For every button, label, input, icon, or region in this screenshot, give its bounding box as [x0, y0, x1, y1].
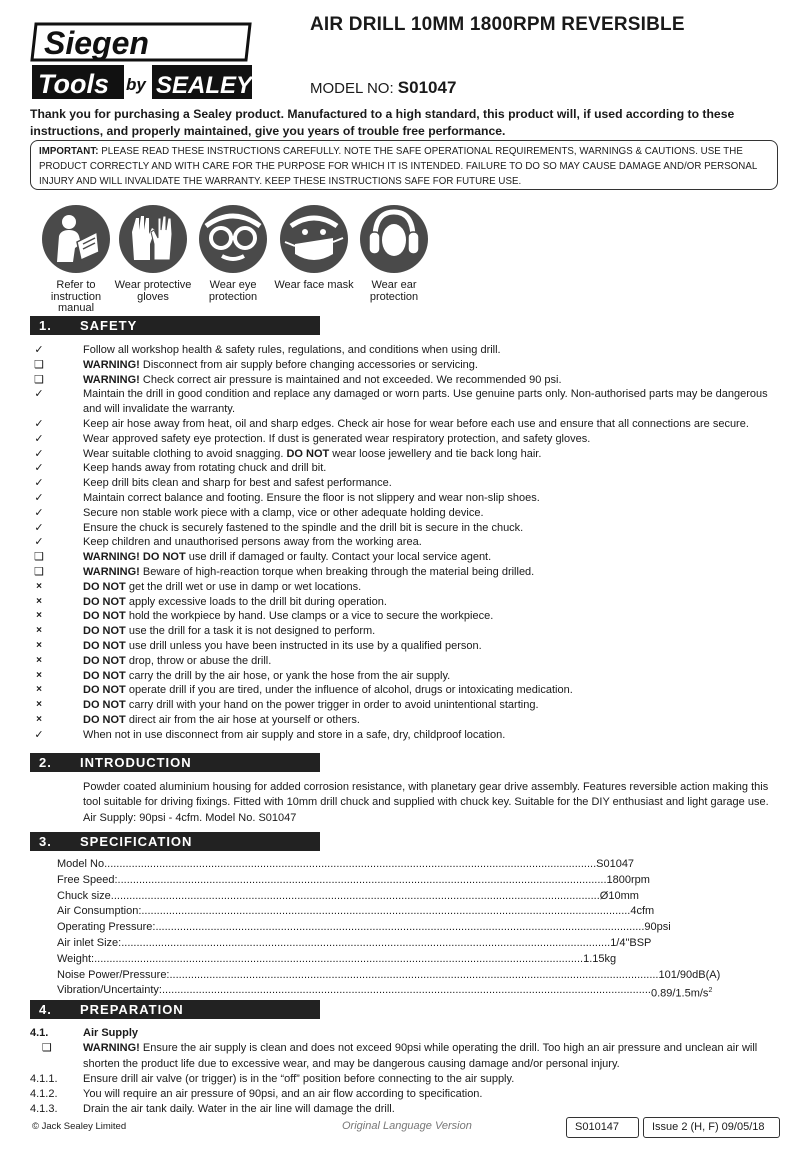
- section-title: SAFETY: [80, 318, 138, 333]
- spec-value: 1800rpm: [606, 873, 650, 886]
- safety-item-bold: WARNING!: [83, 565, 140, 578]
- goggles-icon: [198, 204, 268, 274]
- safety-item-text: drop, throw or abuse the drill.: [125, 654, 272, 667]
- warning-text: Ensure the air supply is clean and does not exceed 90psi while operating the drill. Too high an air pressure and unclean air will shorten the product life due to excessive wear, and may be dangerous causing damage and/or personal injury.: [83, 1042, 758, 1070]
- check-icon: ✓: [34, 432, 44, 445]
- step-text: Ensure drill air valve (or trigger) is in the “off” position before connecting to the air supply.: [83, 1072, 515, 1085]
- safety-item: [30, 476, 782, 491]
- safety-item: [30, 461, 782, 476]
- checkbox-icon: ❑: [34, 358, 44, 371]
- safety-list: [30, 343, 782, 743]
- safety-item: [30, 432, 782, 447]
- safety-item-text: carry drill with your hand on the power trigger in order to avoid unintentional starting.: [125, 699, 539, 712]
- important-notice-box: [30, 140, 778, 190]
- spec-leader-dots: ................................................................................................................................................................: [107, 858, 597, 870]
- spec-leader-dots: ................................................................................................................................................................: [110, 889, 600, 902]
- safety-item-text: Ensure the chuck is securely fastened to the spindle and the drill bit is secure in the chuck.: [83, 521, 524, 534]
- safety-item-text: Wear approved safety eye protection. If dust is generated wear respiratory protection, and safety gloves.: [83, 432, 591, 445]
- icon-label: Refer to instruction manual: [50, 279, 102, 314]
- spec-label: Free Speed:: [57, 873, 118, 886]
- ear-defenders-icon: [359, 204, 429, 274]
- safety-item: [30, 343, 782, 358]
- safety-item-text: Disconnect from air supply before changing accessories or servicing.: [139, 358, 478, 371]
- checkbox-icon: ❑: [34, 373, 44, 386]
- cross-icon: ×: [36, 699, 42, 711]
- section-number: 2.: [39, 755, 52, 770]
- spec-value: $0.89/1.5m/s^2$: [650, 987, 713, 1001]
- safety-item-text: hold the workpiece by hand. Use clamps or a vice to secure the workpiece.: [125, 610, 494, 623]
- spec-value: 90psi: [644, 921, 671, 934]
- spec-value: 4cfm: [630, 905, 655, 918]
- cross-icon: ×: [36, 684, 42, 696]
- spec-value: 1.15kg: [583, 952, 617, 965]
- spec-label: Noise Power/Pressure:: [57, 968, 170, 981]
- spec-value: Ø10mm: [599, 889, 639, 902]
- spec-label: Air inlet Size:: [57, 936, 122, 949]
- face-mask-icon: [279, 204, 349, 274]
- check-icon: ✓: [34, 388, 44, 401]
- safety-item: [30, 728, 782, 743]
- safety-item: [30, 654, 782, 669]
- preparation-step: [30, 1087, 782, 1102]
- safety-item-text: carry the drill by the air hose, or yank the hose from the air supply.: [125, 669, 451, 682]
- safety-item-text: use the drill for a task it is not designed to perform.: [125, 625, 376, 638]
- safety-item: [30, 387, 782, 417]
- section-number: 3.: [39, 834, 52, 849]
- safety-item-text: use drill unless you have been instructed in its use by a qualified person.: [125, 639, 482, 652]
- copyright: © Jack Sealey Limited: [32, 1121, 127, 1132]
- safety-item-bold: DO NOT: [83, 654, 126, 667]
- document-number-box: S010147: [566, 1117, 639, 1138]
- safety-item-text: Keep hands away from rotating chuck and drill bit.: [83, 462, 327, 475]
- spec-label: Operating Pressure:: [57, 921, 156, 934]
- spec-row: [57, 873, 650, 889]
- spec-label: Air Consumption:: [57, 905, 142, 918]
- spec-leader-dots: ................................................................................................................................................................: [117, 873, 607, 886]
- spec-row: [57, 920, 671, 936]
- section-header-safety: [30, 316, 320, 335]
- spec-row: [57, 889, 639, 905]
- check-icon: ✓: [34, 462, 44, 475]
- safety-item: [30, 624, 782, 639]
- check-icon: ✓: [34, 344, 44, 356]
- safety-item: [30, 550, 782, 565]
- icon-face-mask: [272, 204, 356, 292]
- safety-icons-row: [34, 204, 434, 316]
- logo-tools-text: Tools: [38, 69, 109, 99]
- manual-icon: [41, 204, 111, 274]
- safety-item-text: Maintain the drill in good condition and replace any damaged or worn parts. Use genuine parts only. Non-authorised parts may be dangerous and will invalidate the warranty.: [83, 388, 768, 416]
- safety-item-bold: DO NOT: [83, 595, 126, 608]
- safety-item-bold: DO NOT: [83, 625, 126, 638]
- logo-siegen-text: Siegen: [44, 25, 149, 61]
- safety-item-bold: WARNING!: [83, 373, 140, 386]
- spec-label: Chuck size: [57, 889, 111, 902]
- thanks-paragraph: Thank you for purchasing a Sealey product. Manufactured to a high standard, this product will, if used according to these instructions, and properly maintained, give you years of trouble free performance.: [30, 107, 735, 138]
- spec-value: 101/90dB(A): [658, 968, 721, 981]
- safety-item-text: get the drill wet or use in damp or wet locations.: [125, 580, 362, 593]
- safety-item-bold: WARNING!: [83, 358, 140, 371]
- safety-item: [30, 683, 782, 698]
- safety-item-bold: DO NOT: [83, 713, 126, 726]
- icon-label: Wear ear protection: [369, 279, 419, 303]
- checkbox-icon: ❑: [34, 551, 44, 564]
- safety-item: [30, 639, 782, 654]
- safety-item-text: direct air from the air hose at yourself or others.: [125, 713, 360, 726]
- safety-item-bold: DO NOT: [83, 669, 126, 682]
- warning-label: WARNING!: [83, 1042, 140, 1055]
- safety-item-text: Secure non stable work piece with a clamp, vice or other adequate holding device.: [83, 506, 484, 519]
- icon-label: Wear eye protection: [208, 279, 258, 303]
- check-icon: ✓: [34, 506, 44, 519]
- safety-item-text: wear loose jewellery and tie back long hair.: [329, 447, 542, 460]
- cross-icon: ×: [36, 654, 42, 666]
- checkbox-icon: ❑: [34, 565, 44, 578]
- preparation-content: [30, 1026, 782, 1118]
- spec-label: Weight:: [57, 952, 95, 965]
- spec-row: [57, 936, 652, 952]
- safety-item-text: operate drill if you are tired, under the influence of alcohol, drugs or intoxicating medication.: [125, 684, 573, 697]
- spec-row: [57, 904, 655, 920]
- spec-leader-dots: ................................................................................................................................................................: [169, 968, 659, 981]
- safety-item-bold: DO NOT: [83, 699, 126, 712]
- safety-item-bold: DO NOT: [286, 447, 330, 460]
- cross-icon: ×: [36, 639, 42, 651]
- model-label: MODEL NO:: [310, 80, 394, 97]
- model-number: S01047: [397, 78, 457, 97]
- air-supply-warning: [30, 1041, 782, 1072]
- cross-icon: ×: [36, 580, 42, 592]
- step-number: 4.1.2.: [30, 1088, 58, 1101]
- step-text: Drain the air tank daily. Water in the air line will damage the drill.: [83, 1103, 395, 1116]
- spec-leader-dots: ................................................................................................................................................................: [141, 905, 631, 918]
- safety-item: [30, 521, 782, 536]
- safety-item: [30, 565, 782, 580]
- spec-leader-dots: ................................................................................................................................................................: [155, 921, 645, 934]
- spec-value: S01047: [596, 858, 635, 870]
- check-icon: ✓: [34, 491, 44, 504]
- safety-item-text: Beware of high-reaction torque when breaking through the material being drilled.: [139, 565, 535, 578]
- gloves-icon: [118, 204, 188, 274]
- language-version: Original Language Version: [342, 1120, 472, 1132]
- safety-item-text: Wear suitable clothing to avoid snagging.: [83, 447, 287, 460]
- spec-leader-dots: ................................................................................................................................................................: [94, 952, 584, 965]
- safety-item-text: When not in use disconnect from air supply and store in a safe, dry, childproof location.: [83, 728, 506, 741]
- safety-item-bold: DO NOT: [83, 684, 126, 697]
- cross-icon: ×: [36, 713, 42, 725]
- safety-item-text: Maintain correct balance and footing. Ensure the floor is not slippery and wear non-slip shoes.: [83, 491, 540, 504]
- spec-superscript: 2: [708, 987, 713, 995]
- icon-label: Wear protective gloves: [114, 279, 192, 303]
- spec-leader-dots: ................................................................................................................................................................: [161, 984, 651, 997]
- check-icon: ✓: [34, 417, 44, 430]
- icon-label: Wear face mask: [274, 279, 354, 291]
- spec-label: Vibration/Uncertainty:: [57, 984, 162, 997]
- safety-item-text: Keep children and unauthorised persons away from the working area.: [83, 536, 422, 549]
- cross-icon: ×: [36, 610, 42, 622]
- subsection-heading: [30, 1026, 782, 1041]
- safety-item: [30, 669, 782, 684]
- safety-item: [30, 358, 782, 373]
- cross-icon: ×: [36, 625, 42, 637]
- section-title: SPECIFICATION: [80, 834, 193, 849]
- spec-row: [57, 952, 617, 968]
- product-title: AIR DRILL 10MM 1800RPM REVERSIBLE: [310, 14, 685, 35]
- preparation-steps: [30, 1072, 782, 1118]
- section-number: 1.: [39, 318, 52, 333]
- safety-item: [30, 491, 782, 506]
- icon-manual: [34, 204, 118, 315]
- specification-table: [57, 857, 721, 1003]
- preparation-step: [30, 1102, 782, 1117]
- section-header-preparation: [30, 1000, 320, 1019]
- safety-item-text: Keep drill bits clean and sharp for best and safest performance.: [83, 477, 392, 490]
- cross-icon: ×: [36, 669, 42, 681]
- section-header-introduction: [30, 753, 320, 772]
- spec-leader-dots: ................................................................................................................................................................: [121, 936, 611, 949]
- subsection-title: Air Supply: [83, 1027, 139, 1039]
- safety-item: [30, 698, 782, 713]
- section-number: 4.: [39, 1002, 52, 1017]
- safety-item-bold: DO NOT: [83, 639, 126, 652]
- spec-label: Model No.: [57, 858, 108, 870]
- cross-icon: ×: [36, 595, 42, 607]
- checkbox-icon: ❑: [42, 1042, 52, 1055]
- safety-item-text: Follow all workshop health & safety rules, regulations, and conditions when using drill.: [83, 344, 501, 356]
- step-text: You will require an air pressure of 90psi, and an air flow according to specification.: [83, 1088, 483, 1101]
- safety-item-text: Check correct air pressure is maintained and not exceeded. We recommended 90 psi.: [139, 373, 562, 386]
- safety-item-bold: WARNING! DO NOT: [83, 551, 186, 564]
- siegen-tools-logo: [28, 20, 256, 102]
- safety-item: [30, 609, 782, 624]
- safety-item-bold: DO NOT: [83, 610, 126, 623]
- step-number: 4.1.1.: [30, 1072, 58, 1085]
- step-number: 4.1.3.: [30, 1103, 58, 1116]
- model-line: [310, 78, 456, 98]
- icon-ear-protection: [352, 204, 436, 303]
- icon-eye-protection: [191, 204, 275, 303]
- spec-row: [57, 857, 635, 873]
- check-icon: ✓: [34, 477, 44, 490]
- check-icon: ✓: [34, 447, 44, 460]
- logo-sealey-text: SEALEY: [156, 72, 253, 99]
- subsection-number: 4.1.: [30, 1027, 49, 1039]
- check-icon: ✓: [34, 521, 44, 534]
- section-header-specification: [30, 832, 320, 851]
- important-text: PLEASE READ THESE INSTRUCTIONS CAREFULLY. NOTE THE SAFE OPERATIONAL REQUIREMENTS, WARNINGS & CAUTIONS. USE THE PRODUCT CORRECTLY AND WITH CARE FOR THE PURPOSE FOR WHICH IT IS INTENDED. FAILURE TO DO SO MAY CAUSE DAMAGE AND/OR PERSONAL INJURY AND WILL INVALIDATE THE WARRANTY. KEEP THESE INSTRUCTIONS SAFE FOR FUTURE USE.: [39, 146, 757, 187]
- logo-by-text: by: [126, 75, 146, 94]
- section-title: INTRODUCTION: [80, 755, 192, 770]
- safety-item: [30, 373, 782, 388]
- safety-item: [30, 595, 782, 610]
- safety-item-text: apply excessive loads to the drill bit during operation.: [125, 595, 387, 608]
- section-title: PREPARATION: [80, 1002, 184, 1017]
- icon-gloves: [111, 204, 195, 303]
- safety-item: [30, 713, 782, 728]
- safety-item-text: Keep air hose away from heat, oil and sharp edges. Check air hose for wear before each use and ensure that all connections are secure.: [83, 417, 749, 430]
- spec-value: 1/4"BSP: [610, 936, 652, 949]
- safety-item-text: use drill if damaged or faulty. Contact your local service agent.: [185, 551, 492, 564]
- safety-item: [30, 417, 782, 432]
- check-icon: ✓: [34, 536, 44, 549]
- safety-item: [30, 535, 782, 550]
- safety-item: [30, 580, 782, 595]
- important-label: IMPORTANT:: [39, 146, 99, 157]
- safety-item-bold: DO NOT: [83, 580, 126, 593]
- safety-item: [30, 447, 782, 462]
- issue-box: Issue 2 (H, F) 09/05/18: [643, 1117, 780, 1138]
- spec-row: [57, 968, 721, 984]
- introduction-paragraph: Powder coated aluminium housing for added corrosion resistance, with planetary gear drive assembly. Features reversible action making this tool suitable for driving fixings. Fitted with 10mm drill chuck and supplied with chuck key. Suitable for the DIY enthusiast and light garage use. Air Supply: 90psi - 4cfm. Model No. S01047: [83, 781, 769, 824]
- check-icon: ✓: [34, 728, 44, 741]
- preparation-step: [30, 1072, 782, 1087]
- safety-item: [30, 506, 782, 521]
